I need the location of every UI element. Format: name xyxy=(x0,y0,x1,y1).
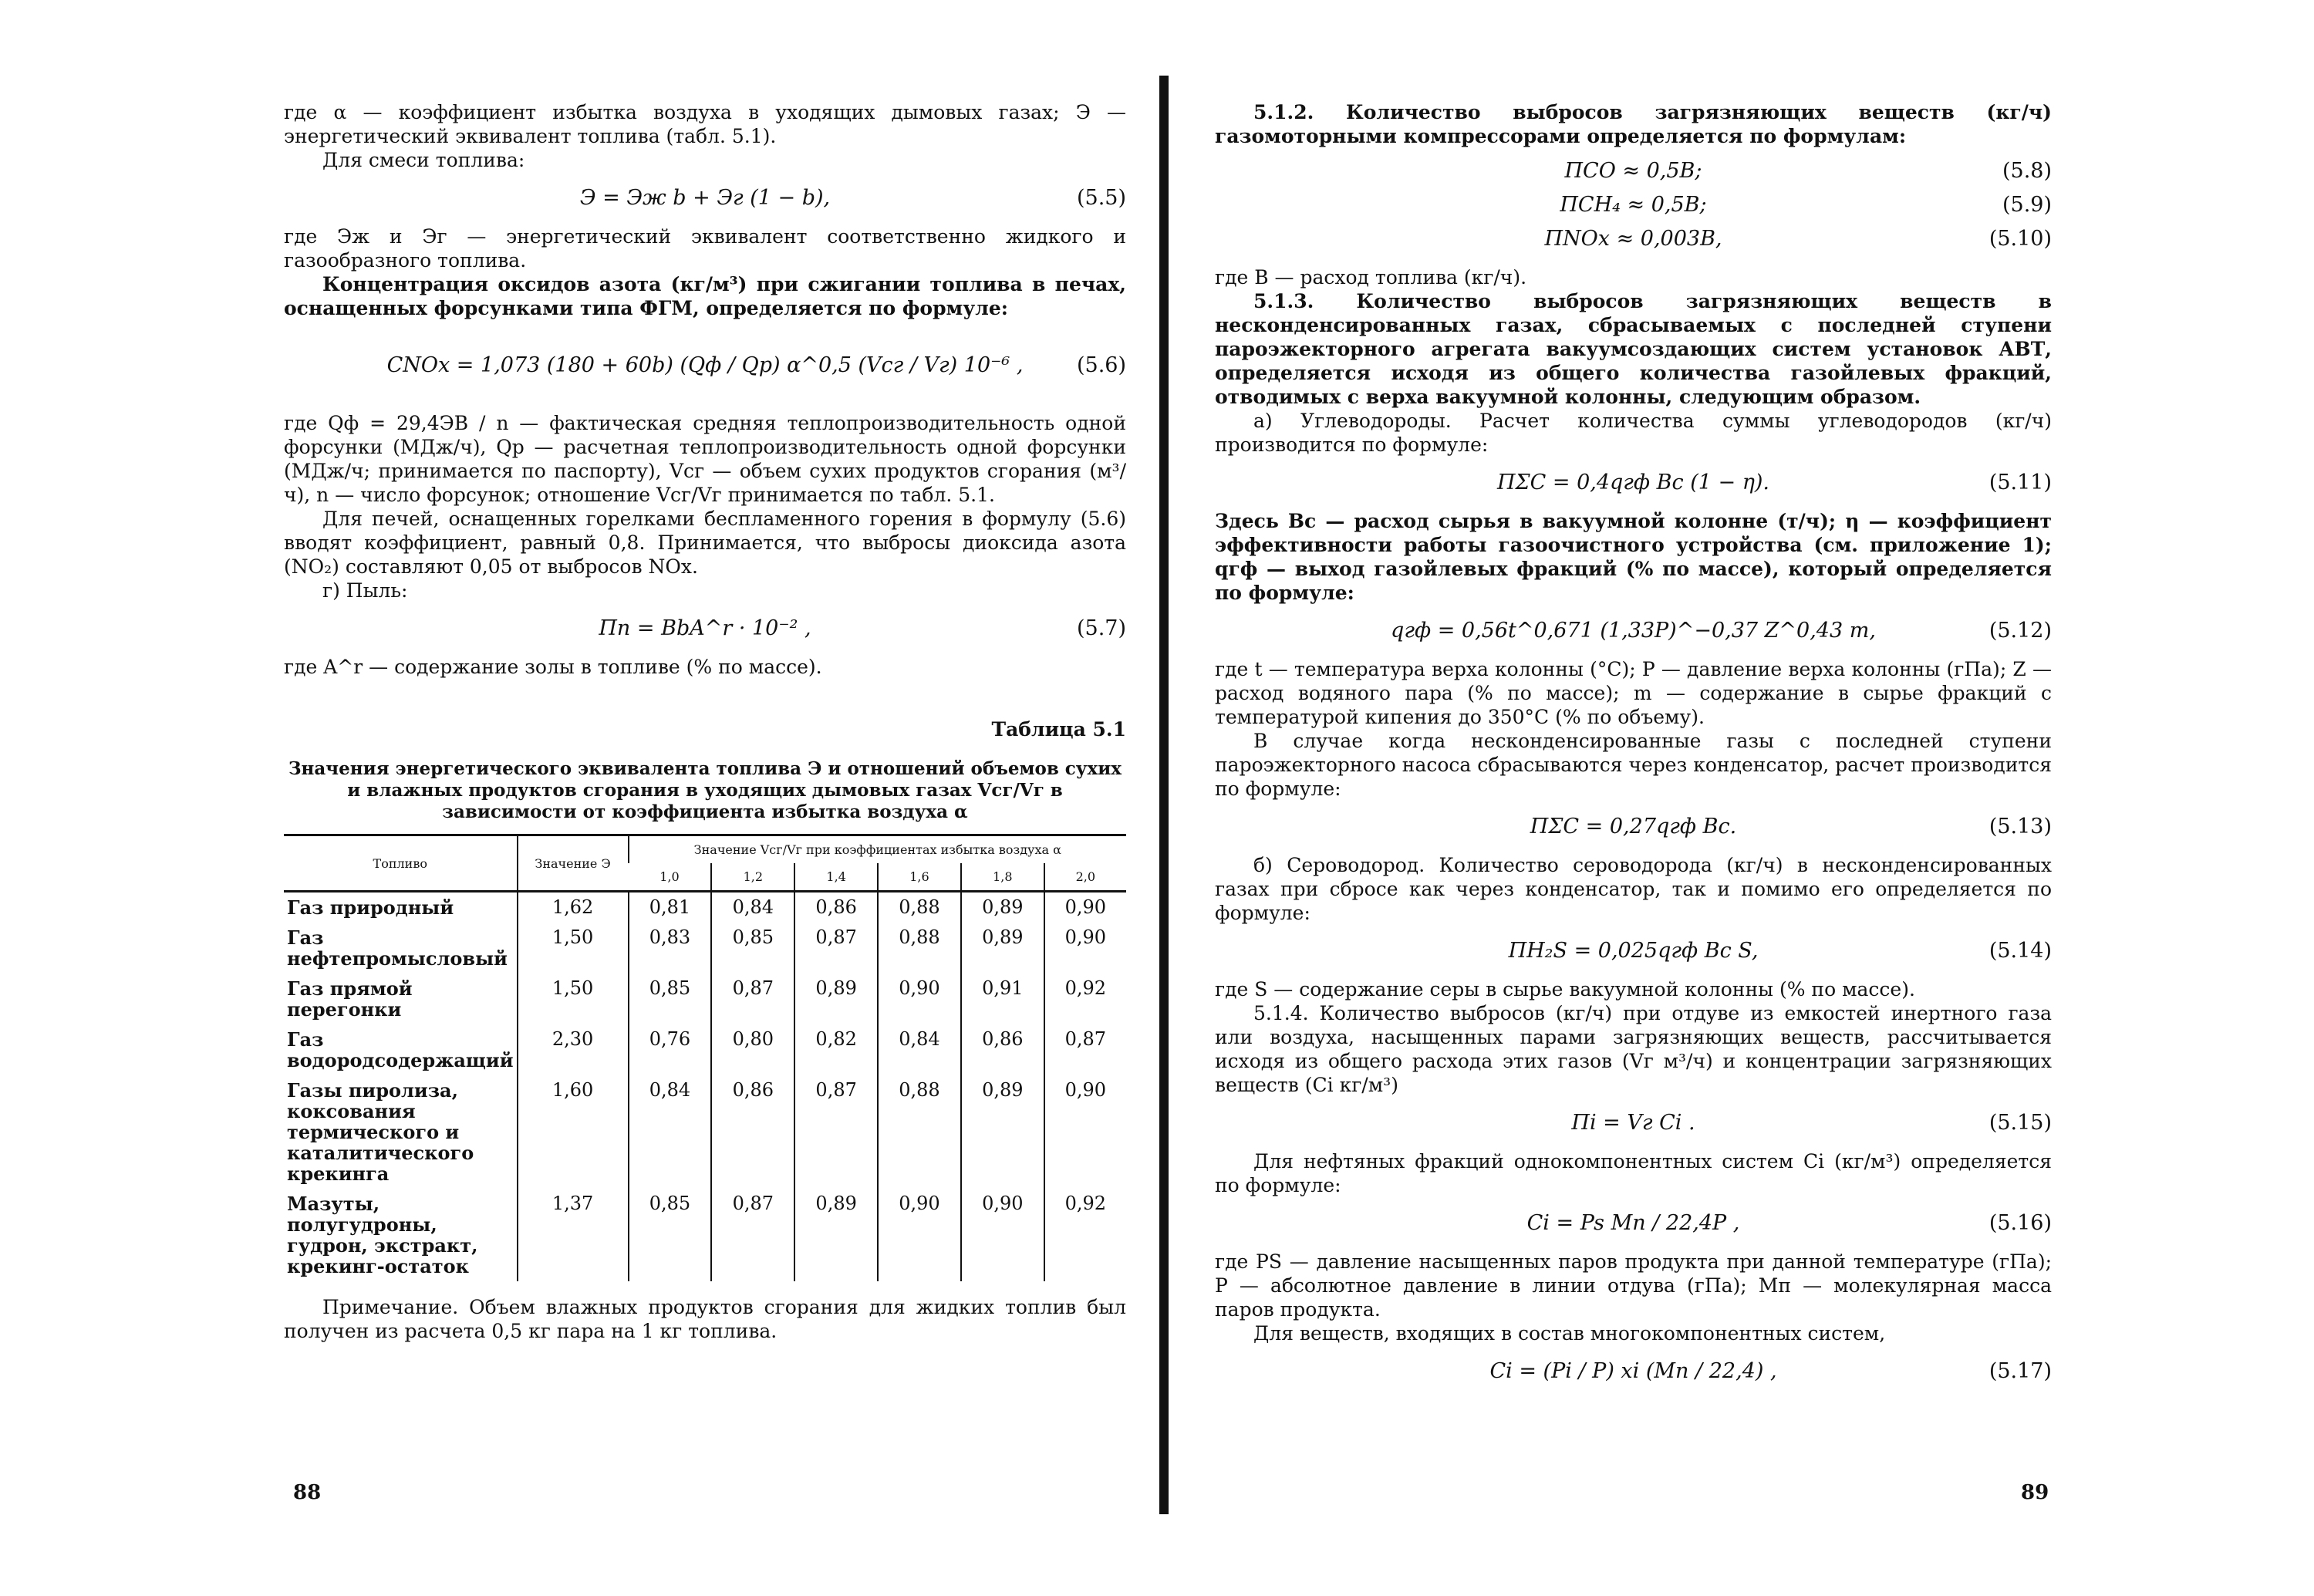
table-note: Примечание. Объем влажных продуктов сгорания для жидких топлив был получен из расчета 0,5 кг пара на 1 кг топлива. xyxy=(284,1296,1126,1342)
ratio-cell: 0,92 xyxy=(1044,1189,1126,1281)
ratio-cell: 0,90 xyxy=(1044,923,1126,973)
table-row xyxy=(284,973,1126,1024)
e-value: 1,60 xyxy=(518,1075,629,1189)
page-number-left: 88 xyxy=(293,1481,322,1504)
formula-5-11 xyxy=(1215,467,2052,498)
formula-5-12 xyxy=(1215,616,2052,646)
formula-5-13 xyxy=(1215,811,2052,842)
formula-number: (5.9) xyxy=(2002,193,2052,217)
header-alpha: 1,8 xyxy=(961,863,1044,892)
formula-number: (5.14) xyxy=(1988,939,2052,963)
formula-number: (5.11) xyxy=(1988,471,2052,494)
ratio-cell: 0,87 xyxy=(711,1189,794,1281)
ratio-cell: 0,90 xyxy=(878,973,961,1024)
formula-expr: CNOx = 1,073 (180 + 60b) (Qф / Qр) α^0,5 (Vсг / Vг) 10⁻⁶ , xyxy=(386,353,1024,377)
header-ratio: Значение Vсг/Vг при коэффициентах избытка воздуха α xyxy=(629,835,1126,864)
e-value: 2,30 xyxy=(518,1024,629,1075)
text-para: где A^r — содержание золы в топливе (% по массе). xyxy=(284,656,822,678)
header-alpha: 1,4 xyxy=(794,863,878,892)
text-para: где S — содержание серы в сырье вакуумной колонны (% по массе). xyxy=(1215,978,1915,1000)
formula-5-7 xyxy=(284,613,1126,644)
ratio-cell: 0,85 xyxy=(629,973,712,1024)
text-para: Для нефтяных фракций однокомпонентных систем Ci (кг/м³) определяется по формуле: xyxy=(1215,1150,2052,1196)
ratio-cell: 0,84 xyxy=(878,1024,961,1075)
ratio-cell: 0,76 xyxy=(629,1024,712,1075)
text-para: где α — коэффициент избытка воздуха в уходящих дымовых газах; Э — энергетический эквивалент топлива (табл. 5.1). xyxy=(284,101,1126,147)
page-number-right: 89 xyxy=(2021,1481,2049,1504)
ratio-cell: 0,90 xyxy=(1044,1075,1126,1189)
ratio-cell: 0,92 xyxy=(1044,973,1126,1024)
formula-expr: ПH₂S = 0,025qгф Bc S, xyxy=(1508,939,1759,963)
formula-number: (5.10) xyxy=(1988,227,2052,251)
text-para: 5.1.3. Количество выбросов загрязняющих веществ в несконденсированных газах, сбрасываемых с последней ступени пароэжекторного агрегата вакуумсоздающих систем установок АВТ, определяется исходя из общего количества газойлевых фракций, отводимых с верха вакуумной колонны, следующим образом. xyxy=(1215,290,2052,408)
text-para: где Qф = 29,4ЭB / n — фактическая средняя теплопроизводительность одной форсунки (МДж/ч), Qр — расчетная теплопроизводительность одной форсунки (МДж/ч; принимается по паспорту), Vсг — объем сухих продуктов сгорания (м³/ч), n — число форсунок; отношение Vсг/Vг принимается по табл. 5.1. xyxy=(284,412,1126,506)
header-fuel: Топливо xyxy=(284,835,518,892)
formula-5-6 xyxy=(284,331,1126,400)
text-para: г) Пыль: xyxy=(322,579,408,602)
text-para: Концентрация оксидов азота (кг/м³) при сжигании топлива в печах, оснащенных форсунками типа ФГМ, определяется по формуле: xyxy=(284,273,1126,319)
formula-5-8 xyxy=(1215,156,2052,187)
ratio-cell: 0,84 xyxy=(711,892,794,923)
table-title: Значения энергетического эквивалента топлива Э и отношений объемов сухих и влажных продуктов сгорания в уходящих дымовых газах Vсг/Vг в зависимости от коэффициента избытка воздуха α xyxy=(288,758,1122,822)
ratio-cell: 0,90 xyxy=(961,1189,1044,1281)
ratio-cell: 0,86 xyxy=(794,892,878,923)
table-row xyxy=(284,1024,1126,1075)
table-row xyxy=(284,1075,1126,1189)
text-para: где B — расход топлива (кг/ч). xyxy=(1215,266,1527,288)
formula-expr: ПΣC = 0,27qгф Bc. xyxy=(1530,815,1737,838)
e-value: 1,50 xyxy=(518,973,629,1024)
table-row xyxy=(284,892,1126,923)
text-para: Для веществ, входящих в состав многокомпонентных систем, xyxy=(1253,1322,1886,1345)
text-para: где Эж и Эг — энергетический эквивалент соответственно жидкого и газообразного топлива. xyxy=(284,225,1126,272)
formula-expr: Ci = Ps Mп / 22,4P , xyxy=(1526,1211,1740,1235)
formula-expr: Э = Эж b + Эг (1 − b), xyxy=(579,186,831,210)
formula-expr: ПCO ≈ 0,5B; xyxy=(1564,159,1702,183)
right-page xyxy=(1215,100,2052,1398)
formula-expr: ПNOx ≈ 0,003B, xyxy=(1544,227,1722,251)
text-para: б) Сероводород. Количество сероводорода (кг/ч) в несконденсированных газах при сбросе как через конденсатор, так и помимо его определяется по формуле: xyxy=(1215,854,2052,924)
formula-number: (5.7) xyxy=(1076,616,1126,640)
e-value: 1,37 xyxy=(518,1189,629,1281)
table-caption: Таблица 5.1 xyxy=(991,718,1126,741)
header-alpha: 2,0 xyxy=(1044,863,1126,892)
text-para: Для смеси топлива: xyxy=(322,149,525,171)
ratio-cell: 0,83 xyxy=(629,923,712,973)
formula-5-10 xyxy=(1215,224,2052,255)
ratio-cell: 0,85 xyxy=(711,923,794,973)
fuel-name: Мазуты, полугудроны, гудрон, экстракт, крекинг-остаток xyxy=(287,1193,478,1277)
fuel-table xyxy=(284,834,1126,1281)
ratio-cell: 0,80 xyxy=(711,1024,794,1075)
formula-5-16 xyxy=(1215,1208,2052,1239)
page-gutter-divider xyxy=(1159,76,1169,1514)
ratio-cell: 0,87 xyxy=(711,973,794,1024)
ratio-cell: 0,90 xyxy=(878,1189,961,1281)
ratio-cell: 0,88 xyxy=(878,892,961,923)
header-alpha: 1,2 xyxy=(711,863,794,892)
table-row xyxy=(284,1189,1126,1281)
fuel-name: Газ водородсодержащий xyxy=(287,1028,514,1071)
formula-5-14 xyxy=(1215,936,2052,967)
text-para: а) Углеводороды. Расчет количества суммы углеводородов (кг/ч) производится по формуле: xyxy=(1215,410,2052,456)
formula-number: (5.12) xyxy=(1988,619,2052,643)
formula-number: (5.17) xyxy=(1988,1359,2052,1383)
header-alpha: 1,0 xyxy=(659,869,680,884)
ratio-cell: 0,89 xyxy=(961,892,1044,923)
text-para: 5.1.2. Количество выбросов загрязняющих веществ (кг/ч) газомоторными компрессорами определяется по формулам: xyxy=(1215,101,2052,147)
ratio-cell: 0,86 xyxy=(961,1024,1044,1075)
ratio-cell: 0,88 xyxy=(878,1075,961,1189)
formula-number: (5.8) xyxy=(2002,159,2052,183)
ratio-cell: 0,86 xyxy=(711,1075,794,1189)
text-para: Здесь Bc — расход сырья в вакуумной колонне (т/ч); η — коэффициент эффективности работы газоочистного устройства (см. приложение 1); qгф — выход газойлевых фракций (% по массе), который определяется по формуле: xyxy=(1215,510,2052,604)
ratio-cell: 0,85 xyxy=(629,1189,712,1281)
formula-5-17 xyxy=(1215,1356,2052,1387)
formula-number: (5.16) xyxy=(1988,1211,2052,1235)
formula-expr: qгф = 0,56t^0,671 (1,33P)^−0,37 Z^0,43 m, xyxy=(1391,619,1876,643)
ratio-cell: 0,89 xyxy=(794,1189,878,1281)
text-para: где PS — давление насыщенных паров продукта при данной температуре (гПа); P — абсолютное давление в линии отдува (гПа); Mп — молекулярная масса паров продукта. xyxy=(1215,1250,2052,1321)
formula-number: (5.6) xyxy=(1076,353,1126,377)
ratio-cell: 0,89 xyxy=(961,923,1044,973)
formula-expr: ПCH₄ ≈ 0,5B; xyxy=(1560,193,1707,217)
formula-5-15 xyxy=(1215,1108,2052,1139)
ratio-cell: 0,90 xyxy=(1044,892,1126,923)
formula-number: (5.5) xyxy=(1076,186,1126,210)
ratio-cell: 0,87 xyxy=(794,923,878,973)
text-para: В случае когда несконденсированные газы с последней ступени пароэжекторного насоса сбрасываются через конденсатор, расчет производится по формуле: xyxy=(1215,730,2052,800)
text-para: где t — температура верха колонны (°C); P — давление верха колонны (гПа); Z — расход водяного пара (% по массе); m — содержание в сырье фракций с температурой кипения до 350°C (% по объему). xyxy=(1215,658,2052,728)
formula-expr: Пi = Vг Ci . xyxy=(1571,1111,1695,1135)
formula-5-9 xyxy=(1215,190,2052,221)
formula-5-5 xyxy=(284,183,1126,214)
e-value: 1,62 xyxy=(518,892,629,923)
ratio-cell: 0,89 xyxy=(961,1075,1044,1189)
ratio-cell: 0,84 xyxy=(629,1075,712,1189)
fuel-name: Газ природный xyxy=(287,896,454,919)
formula-expr: Ci = (Pi / P) xi (Mп / 22,4) , xyxy=(1489,1359,1777,1383)
fuel-name: Газ нефтепромысловый xyxy=(287,926,508,970)
ratio-cell: 0,88 xyxy=(878,923,961,973)
e-value: 1,50 xyxy=(518,923,629,973)
table-row xyxy=(284,923,1126,973)
ratio-cell: 0,87 xyxy=(794,1075,878,1189)
header-alpha: 1,6 xyxy=(878,863,961,892)
left-page xyxy=(284,100,1126,1343)
ratio-cell: 0,82 xyxy=(794,1024,878,1075)
text-para: 5.1.4. Количество выбросов (кг/ч) при отдуве из емкостей инертного газа или воздуха, насыщенных парами загрязняющих веществ, рассчитывается исходя из общего расхода этих газов (Vг м³/ч) и концентрации загрязняющих веществ (Ci кг/м³) xyxy=(1215,1002,2052,1096)
formula-number: (5.15) xyxy=(1988,1111,2052,1135)
formula-expr: ПΣC = 0,4qгф Bc (1 − η). xyxy=(1496,471,1769,494)
ratio-cell: 0,89 xyxy=(794,973,878,1024)
fuel-name: Газ прямой перегонки xyxy=(287,977,413,1021)
text-para: Для печей, оснащенных горелками беспламенного горения в формулу (5.6) вводят коэффициент, равный 0,8. Принимается, что выбросы диоксида азота (NO₂) составляют 0,05 от выбросов NOx. xyxy=(284,508,1126,578)
formula-number: (5.13) xyxy=(1988,815,2052,838)
ratio-cell: 0,81 xyxy=(629,892,712,923)
ratio-cell: 0,91 xyxy=(961,973,1044,1024)
formula-expr: Пп = BbA^r · 10⁻² , xyxy=(599,616,811,640)
fuel-name: Газы пиролиза, коксования термического и каталитического крекинга xyxy=(287,1079,474,1185)
ratio-cell: 0,87 xyxy=(1044,1024,1126,1075)
header-e-value: Значение Э xyxy=(518,835,629,892)
